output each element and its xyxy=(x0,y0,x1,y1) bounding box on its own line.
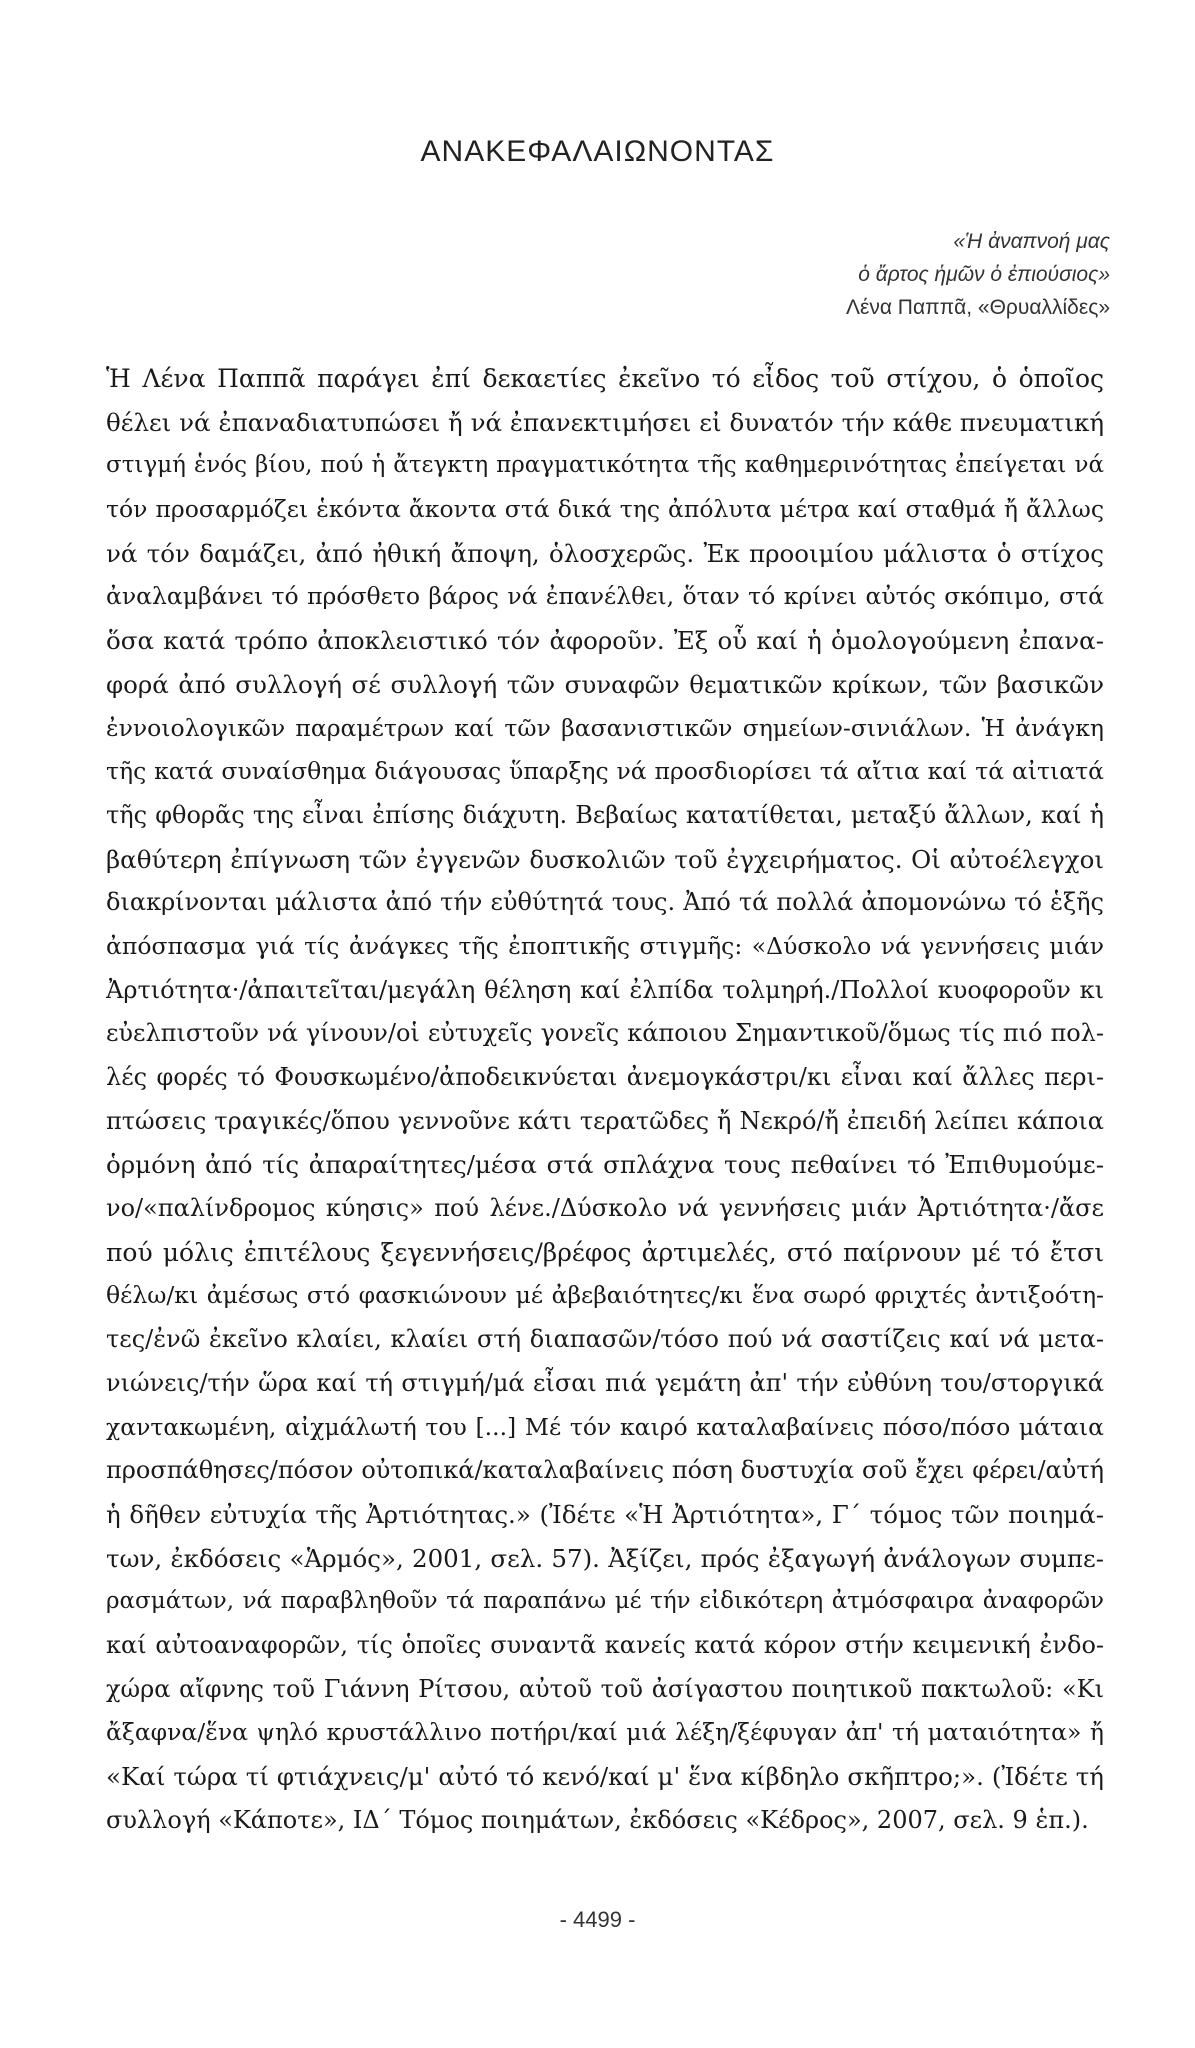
text-line: «Καί τώρα τί φτιάχνεις/μ' αὐτό τό κενό/καί μ' ἕνα κίβδηλο σκῆπτρο;». (Ἰδέτε τή xyxy=(106,1762,1104,1791)
text-line: πού μόλις ἐπιτέλους ξεγεννήσεις/βρέφος ἀρτιμελές, στό παίρνουν μέ τό ἔτσι xyxy=(106,1237,1104,1267)
text-line: προσπάθησες/πόσον οὐτοπικά/καταλαβαίνεις πόση δυστυχία σοῦ ἔχει φέρει/αὐτή xyxy=(106,1456,1104,1485)
text-line: Ἡ Λένα Παππᾶ παράγει ἐπί δεκαετίες ἐκεῖνο τό εἶδος τοῦ στίχου, ὁ ὁποῖος xyxy=(106,364,1104,393)
text-line: θέλει νά ἐπαναδιατυπώσει ἤ νά ἐπανεκτιμήσει εἰ δυνατόν τήν κάθε πνευματική xyxy=(106,407,1104,437)
text-line: ρασμάτων, νά παραβληθοῦν τά παραπάνω μέ τήν εἰδικότερη ἀτμόσφαιρα ἀναφορῶν xyxy=(106,1588,1104,1615)
text-line: διακρίνονται μάλιστα ἀπό τήν εὐθύτητά τους. Ἀπό τά πολλά ἀπομονώνω τό ἑξῆς xyxy=(106,888,1104,917)
text-line: πτώσεις τραγικές/ὅπου γεννοῦνε κάτι τερατῶδες ἤ Νεκρό/ἤ ἐπειδή λείπει κάποια xyxy=(106,1106,1104,1135)
text-line: χώρα αἴφνης τοῦ Γιάννη Ρίτσου, αὐτοῦ τοῦ ἀσίγαστου ποιητικοῦ πακτωλοῦ: «Κι xyxy=(106,1674,1104,1703)
text-line: χαντακωμένη, αἰχμάλωτή του [...] Μέ τόν καιρό καταλαβαίνεις πόσο/πόσο μάταια xyxy=(106,1412,1104,1441)
text-line: ἀναλαμβάνει τό πρόσθετο βάρος νά ἐπανέλθει, ὅταν τό κρίνει αὐτός σκόπιμο, στά xyxy=(106,582,1104,611)
text-line: τόν προσαρμόζει ἑκόντα ἄκοντα στά δικά της ἀπόλυτα μέτρα καί σταθμά ἤ ἄλλως xyxy=(106,495,1104,524)
text-line: φορά ἀπό συλλογή σέ συλλογή τῶν συναφῶν θεματικῶν κρίκων, τῶν βασικῶν xyxy=(106,669,1104,699)
epigraph-line-1: «Ἡ ἀναπνοή μας xyxy=(953,230,1110,253)
text-line: ἀπόσπασμα γιά τίς ἀνάγκες τῆς ἐποπτικῆς στιγμῆς: «Δύσκολο νά γεννήσεις μιάν xyxy=(106,931,1104,960)
text-line: νά τόν δαμάζει, ἀπό ἠθική ἄποψη, ὁλοσχερῶς. Ἐκ προοιμίου μάλιστα ὁ στίχος xyxy=(106,538,1104,568)
text-line: ἄξαφνα/ἕνα ψηλό κρυστάλλινο ποτήρι/καί μιά λέξη/ξέφυγαν ἀπ' τή ματαιότητα» ἤ xyxy=(106,1718,1104,1747)
text-line: των, ἐκδόσεις «Ἁρμός», 2001, σελ. 57). Ἀξίζει, πρός ἐξαγωγή ἀνάλογων συμπε- xyxy=(106,1543,1104,1573)
text-line: καί αὐτοαναφορῶν, τίς ὁποῖες συναντᾶ κανείς κατά κόρον στήν κειμενική ἐνδο- xyxy=(106,1630,1104,1659)
text-line: ἡ δῆθεν εὐτυχία τῆς Ἀρτιότητας.» (Ἰδέτε «Ἡ Ἀρτιότητα», Γ΄ τόμος τῶν ποιημά- xyxy=(106,1499,1104,1529)
page-title: ΑΝΑΚΕΦΑΛΑΙΩΝΟΝΤΑΣ xyxy=(420,135,775,168)
text-line: λές φορές τό Φουσκωμένο/ἀποδεικνύεται ἀνεμογκάστρι/κι εἶναι καί ἄλλες περι- xyxy=(106,1063,1104,1091)
text-line: στιγμή ἑνός βίου, πού ἡ ἄτεγκτη πραγματικότητα τῆς καθημερινότητας ἐπείγεται νά xyxy=(106,452,1104,479)
text-line: νιώνεις/τήν ὥρα καί τή στιγμή/μά εἶσαι πιά γεμάτη ἀπ' τήν εὐθύνη του/στοργικά xyxy=(106,1368,1104,1397)
text-line: ἐννοιολογικῶν παραμέτρων καί τῶν βασανιστικῶν σημείων-σινιάλων. Ἡ ἀνάγκη xyxy=(106,713,1104,742)
text-line: συλλογή «Κάποτε», ΙΔ΄ Τόμος ποιημάτων, ἐκδόσεις «Κέδρος», 2007, σελ. 9 ἑπ.). xyxy=(106,1805,1089,1834)
text-line: ὅσα κατά τρόπο ἀποκλειστικό τόν ἀφοροῦν. Ἐξ οὗ καί ἡ ὁμολογούμενη ἐπανα- xyxy=(106,626,1104,656)
text-line: εὐελπιστοῦν νά γίνουν/οἱ εὐτυχεῖς γονεῖς κάποιου Σημαντικοῦ/ὅμως τίς πιό πολ- xyxy=(106,1019,1104,1048)
text-line: θέλω/κι ἀμέσως στό φασκιώνουν μέ ἀβεβαιότητες/κι ἕνα σωρό φριχτές ἀντιξοότη- xyxy=(106,1281,1104,1310)
text-line: νο/«παλίνδρομος κύησις» πού λένε./Δύσκολο νά γεννήσεις μιάν Ἀρτιότητα·/ἄσε xyxy=(106,1194,1104,1223)
text-line: βαθύτερη ἐπίγνωση τῶν ἐγγενῶν δυσκολιῶν τοῦ ἐγχειρήματος. Οἱ αὐτοέλεγχοι xyxy=(106,844,1104,874)
text-line: Ἀρτιότητα·/ἀπαιτεῖται/μεγάλη θέληση καί ἐλπίδα τολμηρή./Πολλοί κυοφοροῦν κι xyxy=(106,975,1104,1004)
epigraph xyxy=(846,225,1110,324)
body-paragraph xyxy=(106,357,1104,1842)
epigraph-line-2: ὁ ἄρτος ἡμῶν ὁ ἐπιούσιος» xyxy=(858,263,1110,286)
text-line: τῆς φθορᾶς της εἶναι ἐπίσης διάχυτη. Βεβαίως κατατίθεται, μεταξύ ἄλλων, καί ἡ xyxy=(106,800,1104,829)
text-line: τῆς κατά συναίσθημα διάγουσας ὕπαρξης νά προσδιορίσει τά αἴτια καί τά αἰτιατά xyxy=(106,757,1104,786)
text-line: ὁρμόνη ἀπό τίς ἀπαραίτητες/μέσα στά σπλάχνα τους πεθαίνει τό Ἐπιθυμούμε- xyxy=(106,1150,1104,1180)
epigraph-source: Λένα Παππᾶ, «Θρυαλλίδες» xyxy=(845,296,1110,319)
text-line: τες/ἐνῶ ἐκεῖνο κλαίει, κλαίει στή διαπασῶν/τόσο πού νά σαστίζεις καί νά μετα- xyxy=(106,1325,1104,1354)
page-number: - 4499 - xyxy=(559,1907,636,1932)
